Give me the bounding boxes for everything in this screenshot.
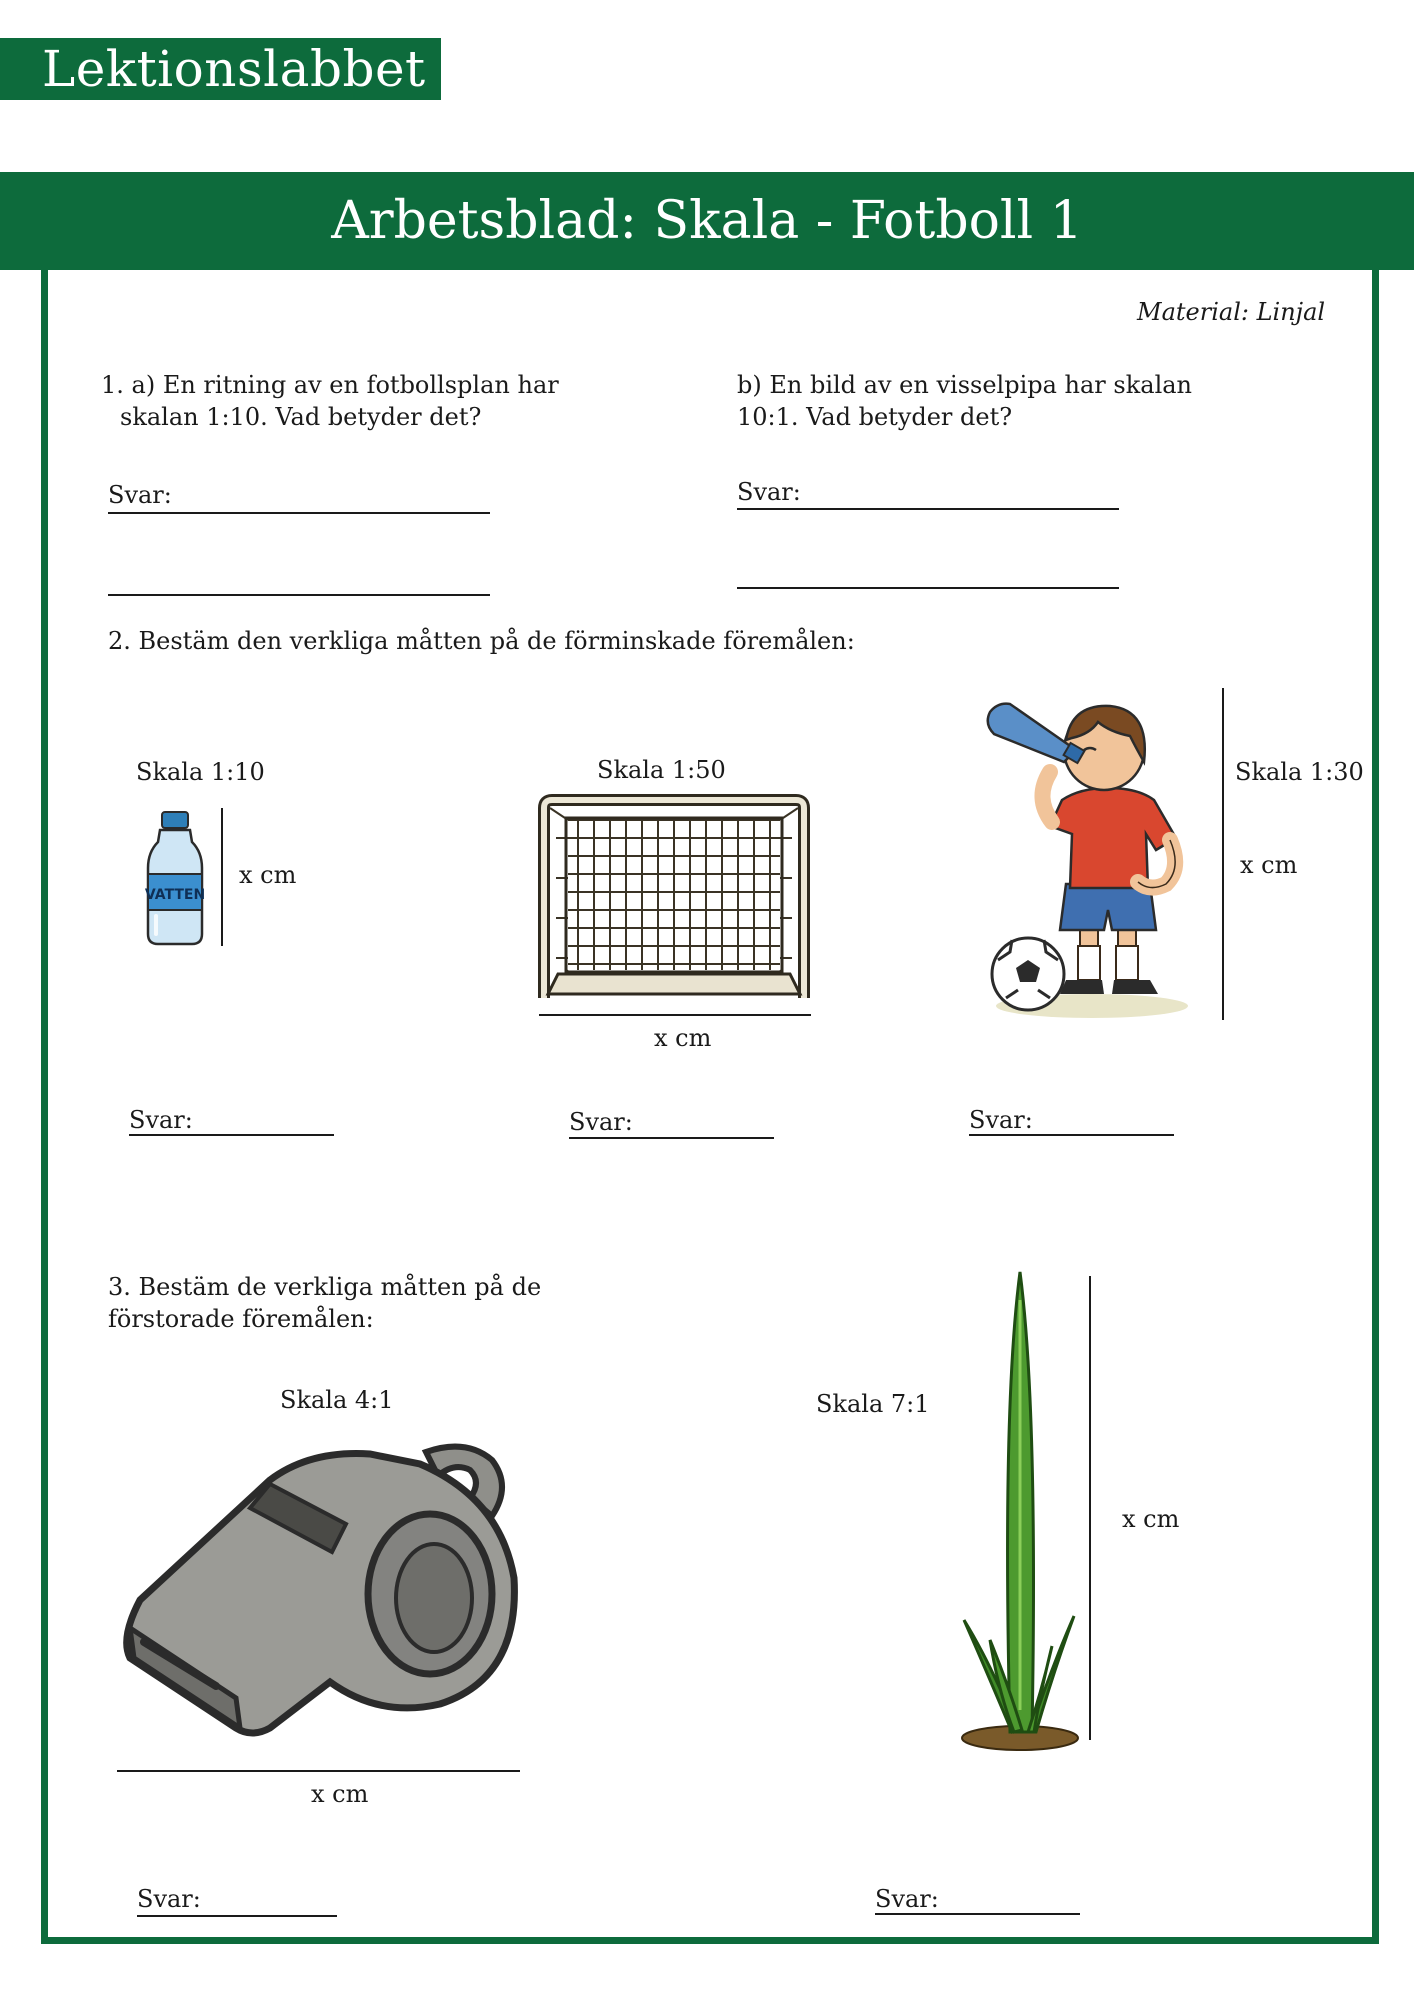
whistle-scale: Skala 4:1 — [280, 1386, 394, 1414]
page-title: Arbetsblad: Skala - Fotboll 1 — [0, 172, 1414, 270]
player-scale: Skala 1:30 — [1235, 758, 1364, 786]
q1b-text-line2: 10:1. Vad betyder det? — [737, 403, 1013, 431]
q1a-text-line2: skalan 1:10. Vad betyder det? — [120, 403, 482, 431]
goal-answer-line[interactable] — [569, 1137, 774, 1139]
soccer-goal-icon — [538, 798, 810, 1004]
player-answer-line[interactable] — [969, 1134, 1174, 1136]
bottle-measure-line — [221, 808, 223, 946]
grass-scale: Skala 7:1 — [816, 1390, 930, 1418]
grass-measure-line — [1089, 1276, 1091, 1740]
material-note: Material: Linjal — [1137, 298, 1326, 326]
grass-measure-label: x cm — [1122, 1505, 1180, 1533]
goal-measure-label: x cm — [654, 1024, 712, 1052]
goal-scale: Skala 1:50 — [597, 756, 726, 784]
whistle-measure-line — [117, 1770, 520, 1772]
q3-heading-line1: 3. Bestäm de verkliga måtten på de — [108, 1273, 542, 1301]
q1b-text-line1: b) En bild av en visselpipa har skalan — [737, 371, 1193, 399]
q2-heading: 2. Bestäm den verkliga måtten på de förminskade föremålen: — [108, 627, 855, 655]
q1b-answer-line-1[interactable] — [737, 508, 1119, 510]
q1a-answer-line-1[interactable] — [108, 512, 490, 514]
bottle-scale: Skala 1:10 — [136, 758, 265, 786]
player-answer-label: Svar: — [969, 1106, 1033, 1134]
player-measure-label: x cm — [1240, 851, 1298, 879]
whistle-answer-line[interactable] — [137, 1915, 337, 1917]
grass-answer-line[interactable] — [875, 1913, 1080, 1915]
bottle-measure-label: x cm — [239, 861, 297, 889]
whistle-icon — [120, 1428, 520, 1738]
q3-heading-line2: förstorade föremålen: — [108, 1305, 374, 1333]
water-bottle-icon — [140, 808, 210, 948]
q1b-answer-line-2[interactable] — [737, 587, 1119, 589]
goal-measure-line — [539, 1014, 811, 1016]
q1a-answer-label: Svar: — [108, 481, 172, 509]
brand-logo: Lektionslabbet — [0, 38, 441, 100]
whistle-measure-label: x cm — [311, 1780, 369, 1808]
bottle-answer-label: Svar: — [129, 1106, 193, 1134]
player-measure-line — [1222, 688, 1224, 1020]
whistle-answer-label: Svar: — [137, 1885, 201, 1913]
grass-answer-label: Svar: — [875, 1885, 939, 1913]
bottle-answer-line[interactable] — [129, 1134, 334, 1136]
goal-answer-label: Svar: — [569, 1108, 633, 1136]
q1a-text-line1: 1. a) En ritning av en fotbollsplan har — [101, 371, 559, 399]
q1a-answer-line-2[interactable] — [108, 594, 490, 596]
q1b-answer-label: Svar: — [737, 478, 801, 506]
grass-blade-icon — [956, 1270, 1082, 1752]
bottle-label: VATTEN — [144, 887, 206, 903]
soccer-player-drinking-icon — [980, 688, 1202, 1020]
